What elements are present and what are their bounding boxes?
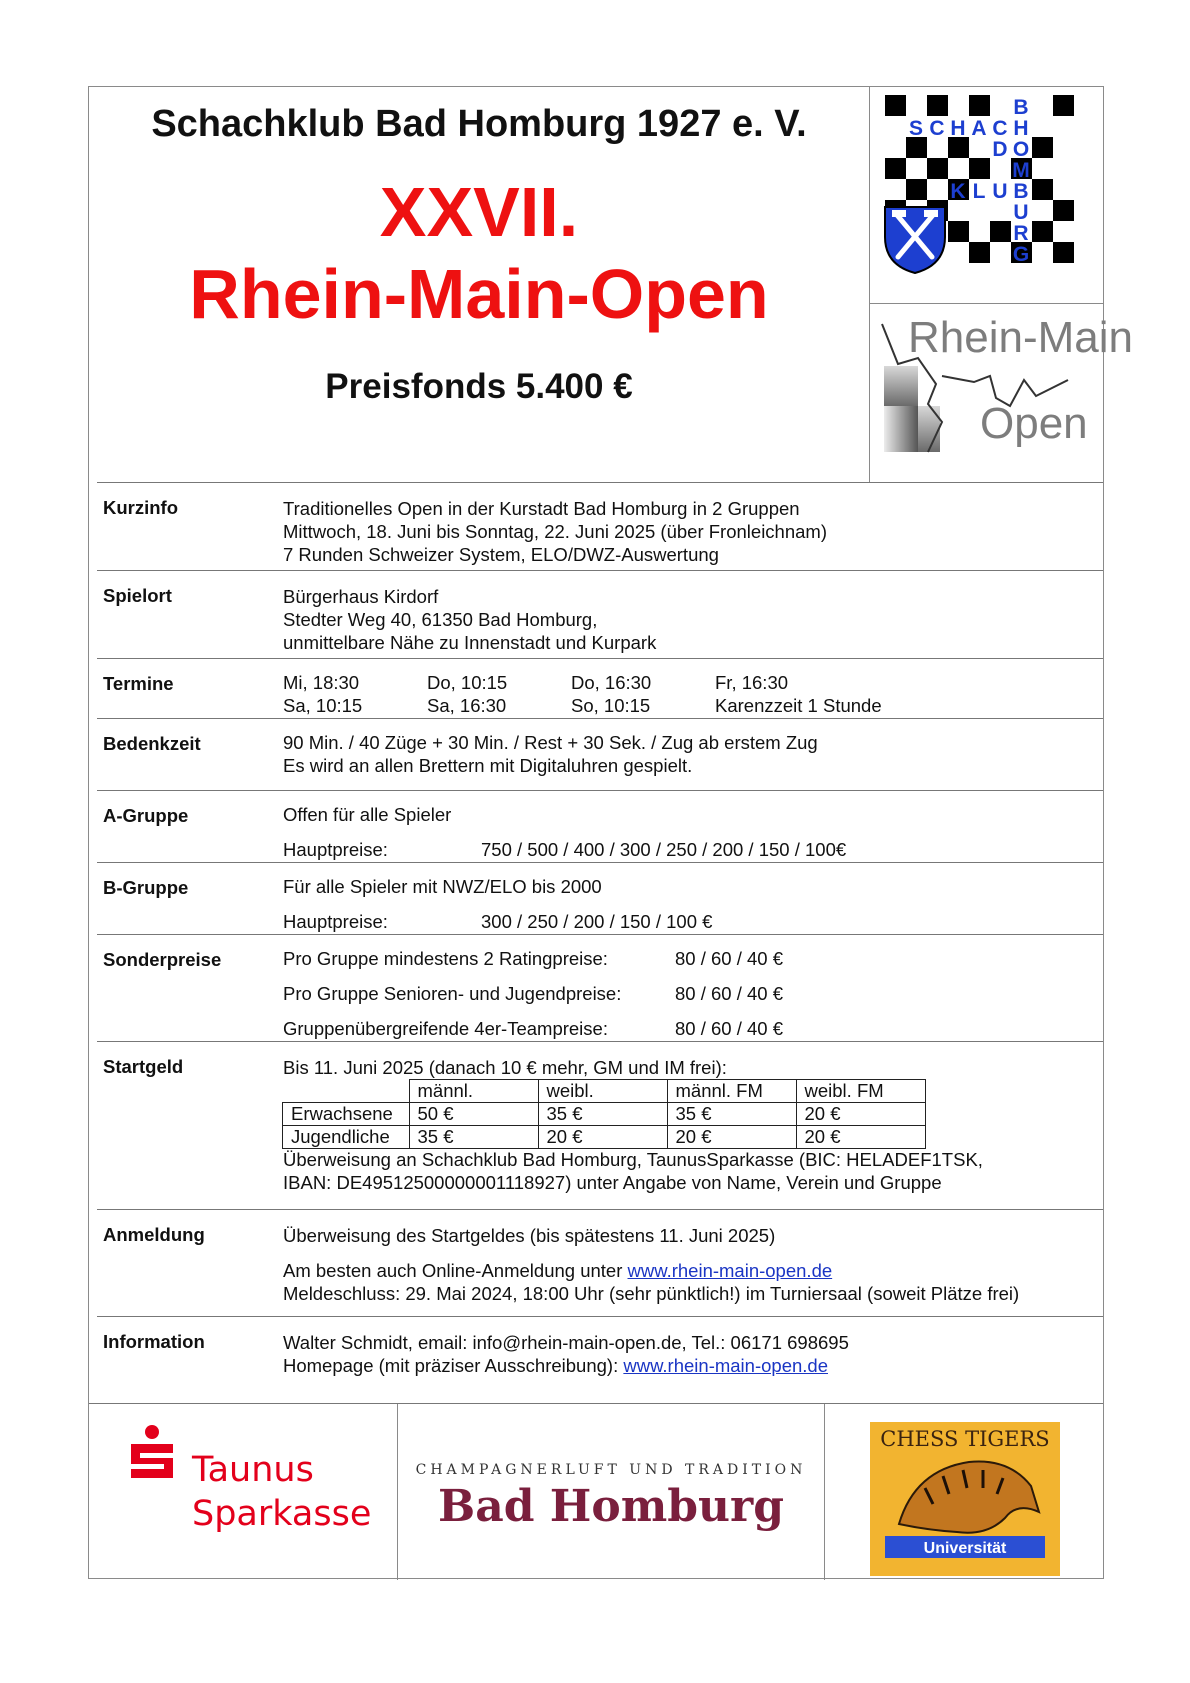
section-label: B-Gruppe: [103, 877, 189, 898]
section-label: Information: [103, 1331, 205, 1352]
section-b-gruppe: [97, 862, 1103, 935]
termine-round: Mi, 18:30: [283, 672, 360, 693]
section-sonderpreise: [97, 934, 1103, 1042]
club-name: Schachklub Bad Homburg 1927 e. V.: [151, 103, 807, 145]
table-cell: 35 €: [538, 1103, 667, 1126]
rmo-logo-line1: Rhein-Main: [908, 313, 1133, 362]
rmo-logo-line2: Open: [980, 399, 1088, 448]
termine-round: Do, 10:15: [427, 672, 508, 693]
section-spielort: [97, 570, 1103, 659]
startgeld-intro: Bis 11. Juni 2025 (danach 10 € mehr, GM und IM frei):: [283, 1057, 727, 1078]
svg-text:S: S: [908, 117, 924, 140]
homepage-text: Homepage (mit präziser Ausschreibung):: [283, 1355, 624, 1376]
chess-tigers-subtitle: Universität: [923, 1540, 1007, 1557]
startgeld-table: [282, 1079, 926, 1149]
sonderpreis-text: Gruppenübergreifende 4er-Teampreise:: [283, 1018, 608, 1039]
column-header: männl. FM: [667, 1080, 796, 1103]
svg-text:B: B: [1013, 96, 1029, 119]
prize-fund: Preisfonds 5.400 €: [325, 367, 633, 406]
a-gruppe-prizes: 750 / 500 / 400 / 300 / 250 / 200 / 150 / 100€: [481, 839, 847, 860]
a-gruppe-prizes-label: Hauptpreise:: [283, 839, 388, 860]
row-label: Erwachsene: [283, 1103, 410, 1126]
section-label: Startgeld: [103, 1056, 184, 1077]
a-gruppe-description: Offen für alle Spieler: [283, 804, 452, 825]
table-cell: 20 €: [796, 1103, 925, 1126]
homepage-line: [283, 1354, 828, 1377]
chess-tigers-cell: [825, 1404, 1103, 1580]
section-kurzinfo: [97, 482, 1103, 571]
club-logo-graphic: [870, 87, 1104, 303]
homepage-link[interactable]: www.rhein-main-open.de: [623, 1355, 828, 1376]
section-label: Bedenkzeit: [103, 733, 201, 754]
anmeldung-online-text: Am besten auch Online-Anmeldung unter: [283, 1260, 628, 1281]
sonderpreis-text: Pro Gruppe mindestens 2 Ratingpreise:: [283, 948, 608, 969]
section-startgeld: [97, 1041, 1103, 1210]
svg-text:A: A: [971, 117, 987, 140]
table-cell: 35 €: [667, 1103, 796, 1126]
flyer-frame: [88, 86, 1133, 1579]
kurzinfo-line: Mittwoch, 18. Juni bis Sonntag, 22. Juni 2025 (über Fronleichnam): [283, 521, 827, 542]
termine-round: Sa, 16:30: [427, 695, 507, 716]
contact-line: Walter Schmidt, email: info@rhein-main-open.de, Tel.: 06171 698695: [283, 1332, 849, 1353]
spielort-line: unmittelbare Nähe zu Innenstadt und Kurpark: [283, 632, 657, 653]
chess-tigers-name: CHESS TIGERS: [880, 1427, 1050, 1451]
table-cell: 20 €: [796, 1126, 925, 1149]
row-label: Jugendliche: [283, 1126, 410, 1149]
bedenkzeit-line: Es wird an allen Brettern mit Digitaluhren gespielt.: [283, 755, 693, 776]
svg-text:H: H: [1013, 117, 1029, 140]
termine-round: Do, 16:30: [571, 672, 652, 693]
rhein-main-open-logo: [870, 304, 1133, 483]
column-header: männl.: [409, 1080, 538, 1103]
section-termine: [97, 658, 1103, 719]
registration-deadline: Meldeschluss: 29. Mai 2024, 18:00 Uhr (sehr pünktlich!) im Turniersaal (soweit Plätze frei): [283, 1283, 1020, 1304]
header-logos: [869, 87, 1133, 483]
sparkasse-logo: [89, 1404, 397, 1580]
sonderpreis-value: 80 / 60 / 40 €: [675, 948, 784, 969]
column-header: weibl. FM: [796, 1080, 925, 1103]
termine-grace-period: Karenzzeit 1 Stunde: [715, 695, 882, 716]
svg-text:G: G: [1012, 243, 1030, 266]
table-row: [283, 1126, 926, 1149]
section-label: Kurzinfo: [103, 497, 179, 518]
sparkasse-s-icon: [131, 1425, 173, 1478]
anmeldung-online-line: [283, 1259, 832, 1282]
section-label: Termine: [103, 673, 174, 694]
b-gruppe-prizes: 300 / 250 / 200 / 150 / 100 €: [481, 911, 713, 932]
bedenkzeit-line: 90 Min. / 40 Züge + 30 Min. / Rest + 30 Sek. / Zug ab erstem Zug: [283, 732, 818, 753]
bad-homburg-tagline: CHAMPAGNERLUFT UND TRADITION: [415, 1462, 807, 1478]
table-cell: 20 €: [667, 1126, 796, 1149]
svg-text:C: C: [992, 117, 1008, 140]
b-gruppe-prizes-label: Hauptpreise:: [283, 911, 388, 932]
section-a-gruppe: [97, 790, 1103, 863]
table-cell: 50 €: [409, 1103, 538, 1126]
header: [89, 87, 1133, 483]
bank-details-line: IBAN: DE49512500000001118927) unter Angabe von Name, Verein und Gruppe: [283, 1172, 942, 1193]
table-corner: [283, 1080, 410, 1103]
column-header: weibl.: [538, 1080, 667, 1103]
registration-link[interactable]: www.rhein-main-open.de: [627, 1260, 833, 1281]
sonderpreis-text: Pro Gruppe Senioren- und Jugendpreise:: [283, 983, 622, 1004]
table-cell: 20 €: [538, 1126, 667, 1149]
section-label: Spielort: [103, 585, 172, 606]
kurzinfo-line: Traditionelles Open in der Kurstadt Bad Homburg in 2 Gruppen: [283, 498, 800, 519]
sonderpreis-value: 80 / 60 / 40 €: [675, 983, 784, 1004]
svg-text:C: C: [929, 117, 945, 140]
club-logo: [870, 87, 1104, 304]
bad-homburg-cell: [398, 1404, 825, 1580]
section-label: Sonderpreise: [103, 949, 222, 970]
svg-text:L: L: [972, 180, 986, 203]
bad-homburg-wordmark: Bad Homburg: [438, 1481, 784, 1532]
sparkasse-name-line1: Taunus: [192, 1450, 314, 1490]
section-label: A-Gruppe: [103, 805, 189, 826]
spielort-line: Stedter Weg 40, 61350 Bad Homburg,: [283, 609, 598, 630]
termine-round: Sa, 10:15: [283, 695, 363, 716]
svg-text:H: H: [950, 117, 966, 140]
sponsor-footer: [89, 1403, 1103, 1580]
svg-text:D: D: [992, 138, 1008, 161]
sonderpreis-value: 80 / 60 / 40 €: [675, 1018, 784, 1039]
tournament-name: Rhein-Main-Open: [189, 255, 769, 333]
termine-round: So, 10:15: [571, 695, 651, 716]
anmeldung-payment-line: Überweisung des Startgeldes (bis spätestens 11. Juni 2025): [283, 1225, 776, 1246]
bad-homburg-logo: [398, 1404, 824, 1580]
svg-text:M: M: [1012, 159, 1030, 182]
section-information: [97, 1316, 1103, 1404]
section-label: Anmeldung: [103, 1224, 205, 1245]
table-header-row: [283, 1080, 926, 1103]
svg-text:K: K: [950, 180, 966, 203]
section-bedenkzeit: [97, 718, 1103, 791]
svg-text:U: U: [1013, 201, 1029, 224]
bank-details-line: Überweisung an Schachklub Bad Homburg, TaunusSparkasse (BIC: HELADEF1TSK,: [283, 1149, 983, 1170]
svg-text:U: U: [992, 180, 1008, 203]
b-gruppe-description: Für alle Spieler mit NWZ/ELO bis 2000: [283, 876, 602, 897]
rmo-logo-graphic: [870, 304, 1133, 483]
header-title-area: [89, 87, 869, 483]
section-anmeldung: [97, 1209, 1103, 1317]
table-row: [283, 1103, 926, 1126]
sparkasse-name-line2: Sparkasse: [192, 1494, 372, 1534]
spielort-line: Bürgerhaus Kirdorf: [283, 586, 439, 607]
svg-text:B: B: [1013, 180, 1029, 203]
edition-number: XXVII.: [379, 173, 579, 251]
svg-text:R: R: [1013, 222, 1029, 245]
termine-round: Fr, 16:30: [715, 672, 789, 693]
svg-text:O: O: [1012, 138, 1030, 161]
table-cell: 35 €: [409, 1126, 538, 1149]
kurzinfo-line: 7 Runden Schweizer System, ELO/DWZ-Auswertung: [283, 544, 719, 565]
chess-tigers-logo: [825, 1404, 1103, 1580]
sparkasse-cell: [89, 1404, 398, 1580]
